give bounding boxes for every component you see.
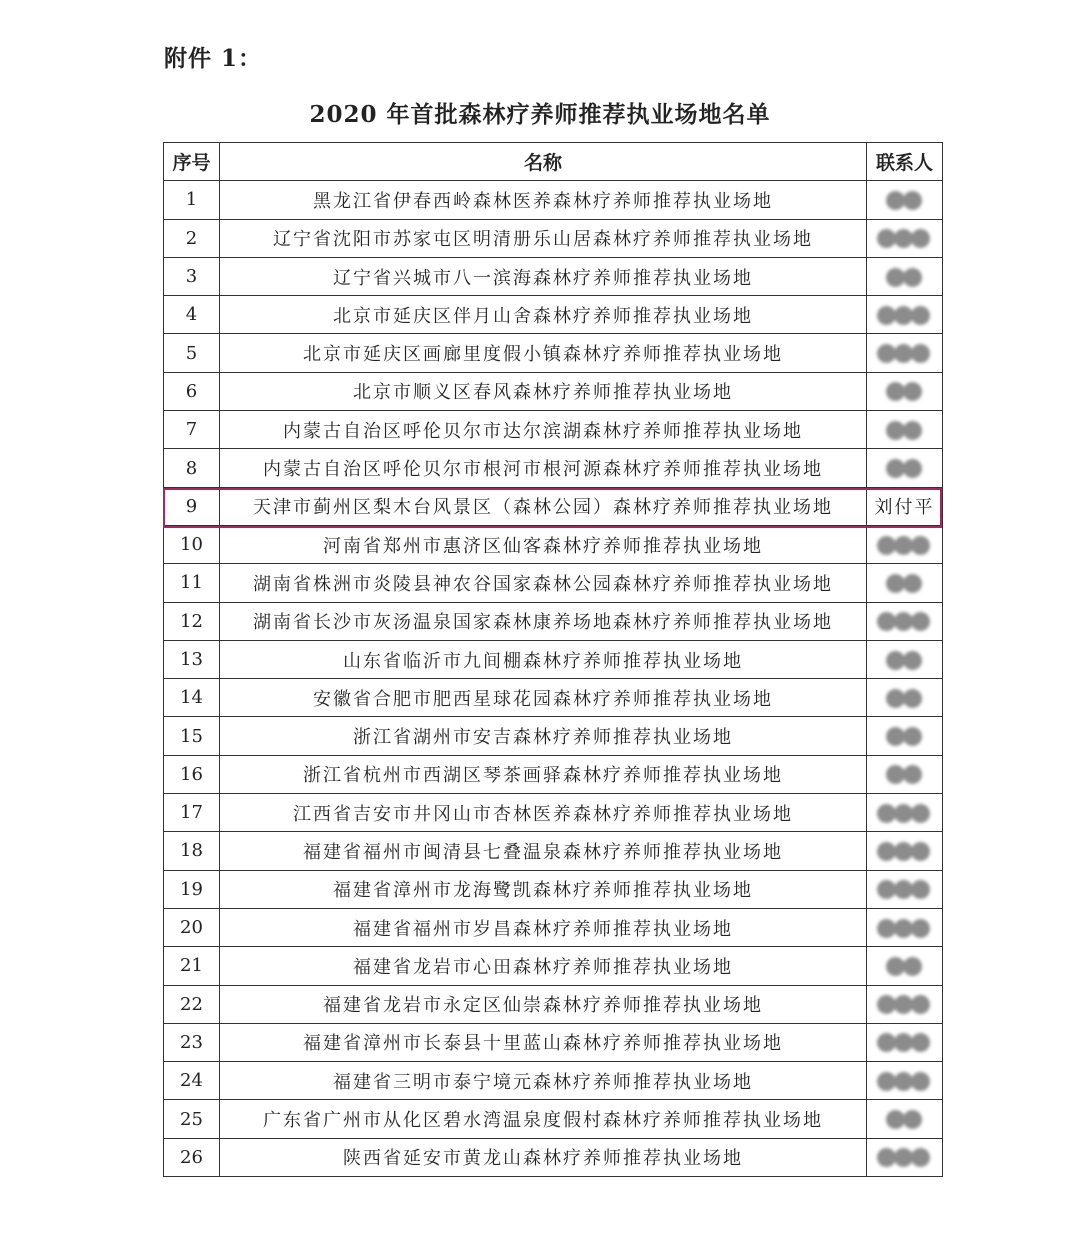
redaction-mark [903, 382, 922, 401]
venue-name: 福建省龙岩市永定区仙崇森林疗养师推荐执业场地 [220, 985, 867, 1023]
row-number: 13 [164, 640, 220, 678]
redacted-contact-blur [879, 1148, 930, 1167]
redacted-contact-blur [888, 574, 922, 593]
header-contact: 联系人 [867, 143, 943, 181]
table-row [164, 1062, 943, 1100]
redacted-contact-blur [888, 689, 922, 708]
redaction-mark [886, 689, 905, 708]
venue-name: 黑龙江省伊春西岭森林医养森林疗养师推荐执业场地 [220, 181, 867, 219]
contact-cell [867, 181, 943, 219]
contact-cell [867, 525, 943, 563]
contact-cell [867, 717, 943, 755]
redaction-mark [911, 612, 930, 631]
redaction-mark [886, 765, 905, 784]
row-number: 21 [164, 947, 220, 985]
table-row [164, 717, 943, 755]
redaction-mark [911, 229, 930, 248]
table-row [164, 679, 943, 717]
redacted-contact-blur [888, 651, 922, 670]
redaction-mark [886, 191, 905, 210]
table-row [164, 640, 943, 678]
venue-name: 内蒙古自治区呼伦贝尔市达尔滨湖森林疗养师推荐执业场地 [220, 411, 867, 449]
redaction-mark [886, 574, 905, 593]
redaction-mark [911, 1033, 930, 1052]
table-row [164, 257, 943, 295]
venue-name: 湖南省长沙市灰汤温泉国家森林康养场地森林疗养师推荐执业场地 [220, 602, 867, 640]
venue-name: 北京市延庆区画廊里度假小镇森林疗养师推荐执业场地 [220, 334, 867, 372]
row-number: 12 [164, 602, 220, 640]
venue-name: 湖南省株洲市炎陵县神农谷国家森林公园森林疗养师推荐执业场地 [220, 564, 867, 602]
table-row [164, 794, 943, 832]
table-row [164, 334, 943, 372]
redaction-mark [903, 727, 922, 746]
row-number: 24 [164, 1062, 220, 1100]
row-number: 1 [164, 181, 220, 219]
contact-cell [867, 985, 943, 1023]
venue-name: 天津市蓟州区梨木台风景区（森林公园）森林疗养师推荐执业场地 [220, 487, 867, 525]
redaction-mark [911, 919, 930, 938]
redacted-contact-blur [879, 306, 930, 325]
row-number: 10 [164, 525, 220, 563]
venue-name: 福建省福州市岁昌森林疗养师推荐执业场地 [220, 908, 867, 946]
venue-name: 福建省福州市闽清县七叠温泉森林疗养师推荐执业场地 [220, 832, 867, 870]
row-number: 22 [164, 985, 220, 1023]
contact-cell [867, 679, 943, 717]
redacted-contact-blur [888, 191, 922, 210]
redacted-contact-blur [888, 382, 922, 401]
venue-name: 辽宁省兴城市八一滨海森林疗养师推荐执业场地 [220, 257, 867, 295]
redacted-contact-blur [888, 727, 922, 746]
contact-cell [867, 908, 943, 946]
document-title: 2020 年首批森林疗养师推荐执业场地名单 [309, 101, 771, 128]
table-row [164, 602, 943, 640]
table-row [164, 908, 943, 946]
venue-table [163, 142, 943, 1177]
row-number: 7 [164, 411, 220, 449]
redaction-mark [911, 1148, 930, 1167]
contact-cell [867, 1100, 943, 1138]
row-number: 25 [164, 1100, 220, 1138]
venue-name: 广东省广州市从化区碧水湾温泉度假村森林疗养师推荐执业场地 [220, 1100, 867, 1138]
table-row [164, 985, 943, 1023]
redacted-contact-blur [879, 919, 930, 938]
contact-cell [867, 755, 943, 793]
contact-cell [867, 947, 943, 985]
row-number: 3 [164, 257, 220, 295]
venue-name: 安徽省合肥市肥西星球花园森林疗养师推荐执业场地 [220, 679, 867, 717]
redacted-contact-blur [879, 842, 930, 861]
redaction-mark [903, 1110, 922, 1129]
row-number: 6 [164, 372, 220, 410]
redaction-mark [903, 459, 922, 478]
row-number: 20 [164, 908, 220, 946]
venue-name: 内蒙古自治区呼伦贝尔市根河市根河源森林疗养师推荐执业场地 [220, 449, 867, 487]
redaction-mark [911, 344, 930, 363]
redaction-mark [886, 421, 905, 440]
row-number: 15 [164, 717, 220, 755]
venue-name: 福建省龙岩市心田森林疗养师推荐执业场地 [220, 947, 867, 985]
redaction-mark [903, 421, 922, 440]
redaction-mark [903, 689, 922, 708]
row-number: 8 [164, 449, 220, 487]
redaction-mark [886, 957, 905, 976]
row-number: 17 [164, 794, 220, 832]
redacted-contact-blur [879, 880, 930, 899]
redaction-mark [903, 957, 922, 976]
redacted-contact-blur [879, 344, 930, 363]
redaction-mark [911, 536, 930, 555]
table-row [164, 181, 943, 219]
table-row [164, 372, 943, 410]
redaction-mark [911, 306, 930, 325]
redaction-mark [903, 765, 922, 784]
redaction-mark [903, 651, 922, 670]
table-row [164, 296, 943, 334]
redaction-mark [911, 1072, 930, 1091]
row-number: 23 [164, 1023, 220, 1061]
table-row [164, 525, 943, 563]
table-row [164, 870, 943, 908]
table-row [164, 755, 943, 793]
venue-name: 北京市延庆区伴月山舍森林疗养师推荐执业场地 [220, 296, 867, 334]
contact-cell [867, 487, 943, 525]
redacted-contact-blur [888, 765, 922, 784]
contact-cell [867, 564, 943, 602]
contact-name: 刘付平 [874, 497, 935, 519]
contact-cell [867, 411, 943, 449]
contact-cell [867, 640, 943, 678]
row-number: 14 [164, 679, 220, 717]
table-row [164, 564, 943, 602]
contact-cell [867, 832, 943, 870]
redacted-contact-blur [888, 459, 922, 478]
contact-cell [867, 334, 943, 372]
redacted-contact-blur [879, 612, 930, 631]
redacted-contact-blur [879, 1033, 930, 1052]
contact-cell [867, 296, 943, 334]
redaction-mark [903, 268, 922, 287]
venue-name: 河南省郑州市惠济区仙客森林疗养师推荐执业场地 [220, 525, 867, 563]
redaction-mark [886, 727, 905, 746]
venue-name: 浙江省杭州市西湖区琴茶画驿森林疗养师推荐执业场地 [220, 755, 867, 793]
contact-cell [867, 449, 943, 487]
redaction-mark [886, 1110, 905, 1129]
row-number: 18 [164, 832, 220, 870]
venue-name: 福建省三明市泰宁境元森林疗养师推荐执业场地 [220, 1062, 867, 1100]
contact-cell [867, 870, 943, 908]
venue-name: 浙江省湖州市安吉森林疗养师推荐执业场地 [220, 717, 867, 755]
contact-cell [867, 602, 943, 640]
redacted-contact-blur [879, 804, 930, 823]
table-row [164, 832, 943, 870]
redaction-mark [886, 651, 905, 670]
redaction-mark [903, 574, 922, 593]
row-number: 11 [164, 564, 220, 602]
contact-cell [867, 219, 943, 257]
venue-name: 北京市顺义区春风森林疗养师推荐执业场地 [220, 372, 867, 410]
table-body [164, 181, 943, 1177]
row-number: 26 [164, 1138, 220, 1176]
redaction-mark [911, 995, 930, 1014]
table-row [164, 449, 943, 487]
contact-cell [867, 372, 943, 410]
contact-cell [867, 794, 943, 832]
table-row [164, 1023, 943, 1061]
redaction-mark [886, 382, 905, 401]
contact-cell [867, 1062, 943, 1100]
table-row [164, 487, 943, 525]
redacted-contact-blur [888, 957, 922, 976]
redacted-contact-blur [879, 229, 930, 248]
contact-cell [867, 1138, 943, 1176]
redaction-mark [886, 459, 905, 478]
header-name: 名称 [220, 143, 867, 181]
table-row [164, 1100, 943, 1138]
redaction-mark [886, 268, 905, 287]
redaction-mark [911, 804, 930, 823]
venue-name: 辽宁省沈阳市苏家屯区明清册乐山居森林疗养师推荐执业场地 [220, 219, 867, 257]
row-number: 2 [164, 219, 220, 257]
redacted-contact-blur [888, 268, 922, 287]
redacted-contact-blur [888, 421, 922, 440]
venue-name: 山东省临沂市九间棚森林疗养师推荐执业场地 [220, 640, 867, 678]
row-number: 4 [164, 296, 220, 334]
redacted-contact-blur [888, 1110, 922, 1129]
table-row [164, 411, 943, 449]
venue-name: 江西省吉安市井冈山市杏林医养森林疗养师推荐执业场地 [220, 794, 867, 832]
venue-name: 福建省漳州市龙海鹭凯森林疗养师推荐执业场地 [220, 870, 867, 908]
contact-cell [867, 257, 943, 295]
table-row [164, 1138, 943, 1176]
header-no: 序号 [164, 143, 220, 181]
table-header-row [164, 143, 943, 181]
row-number: 16 [164, 755, 220, 793]
redaction-mark [903, 191, 922, 210]
row-number: 9 [164, 487, 220, 525]
contact-cell [867, 1023, 943, 1061]
attachment-label: 附件 1： [164, 45, 263, 72]
redacted-contact-blur [879, 1072, 930, 1091]
redaction-mark [911, 880, 930, 899]
row-number: 5 [164, 334, 220, 372]
redacted-contact-blur [879, 536, 930, 555]
redacted-contact-blur [879, 995, 930, 1014]
venue-name: 福建省漳州市长泰县十里蓝山森林疗养师推荐执业场地 [220, 1023, 867, 1061]
row-number: 19 [164, 870, 220, 908]
redaction-mark [911, 842, 930, 861]
venue-name: 陕西省延安市黄龙山森林疗养师推荐执业场地 [220, 1138, 867, 1176]
table-row [164, 219, 943, 257]
table-row [164, 947, 943, 985]
